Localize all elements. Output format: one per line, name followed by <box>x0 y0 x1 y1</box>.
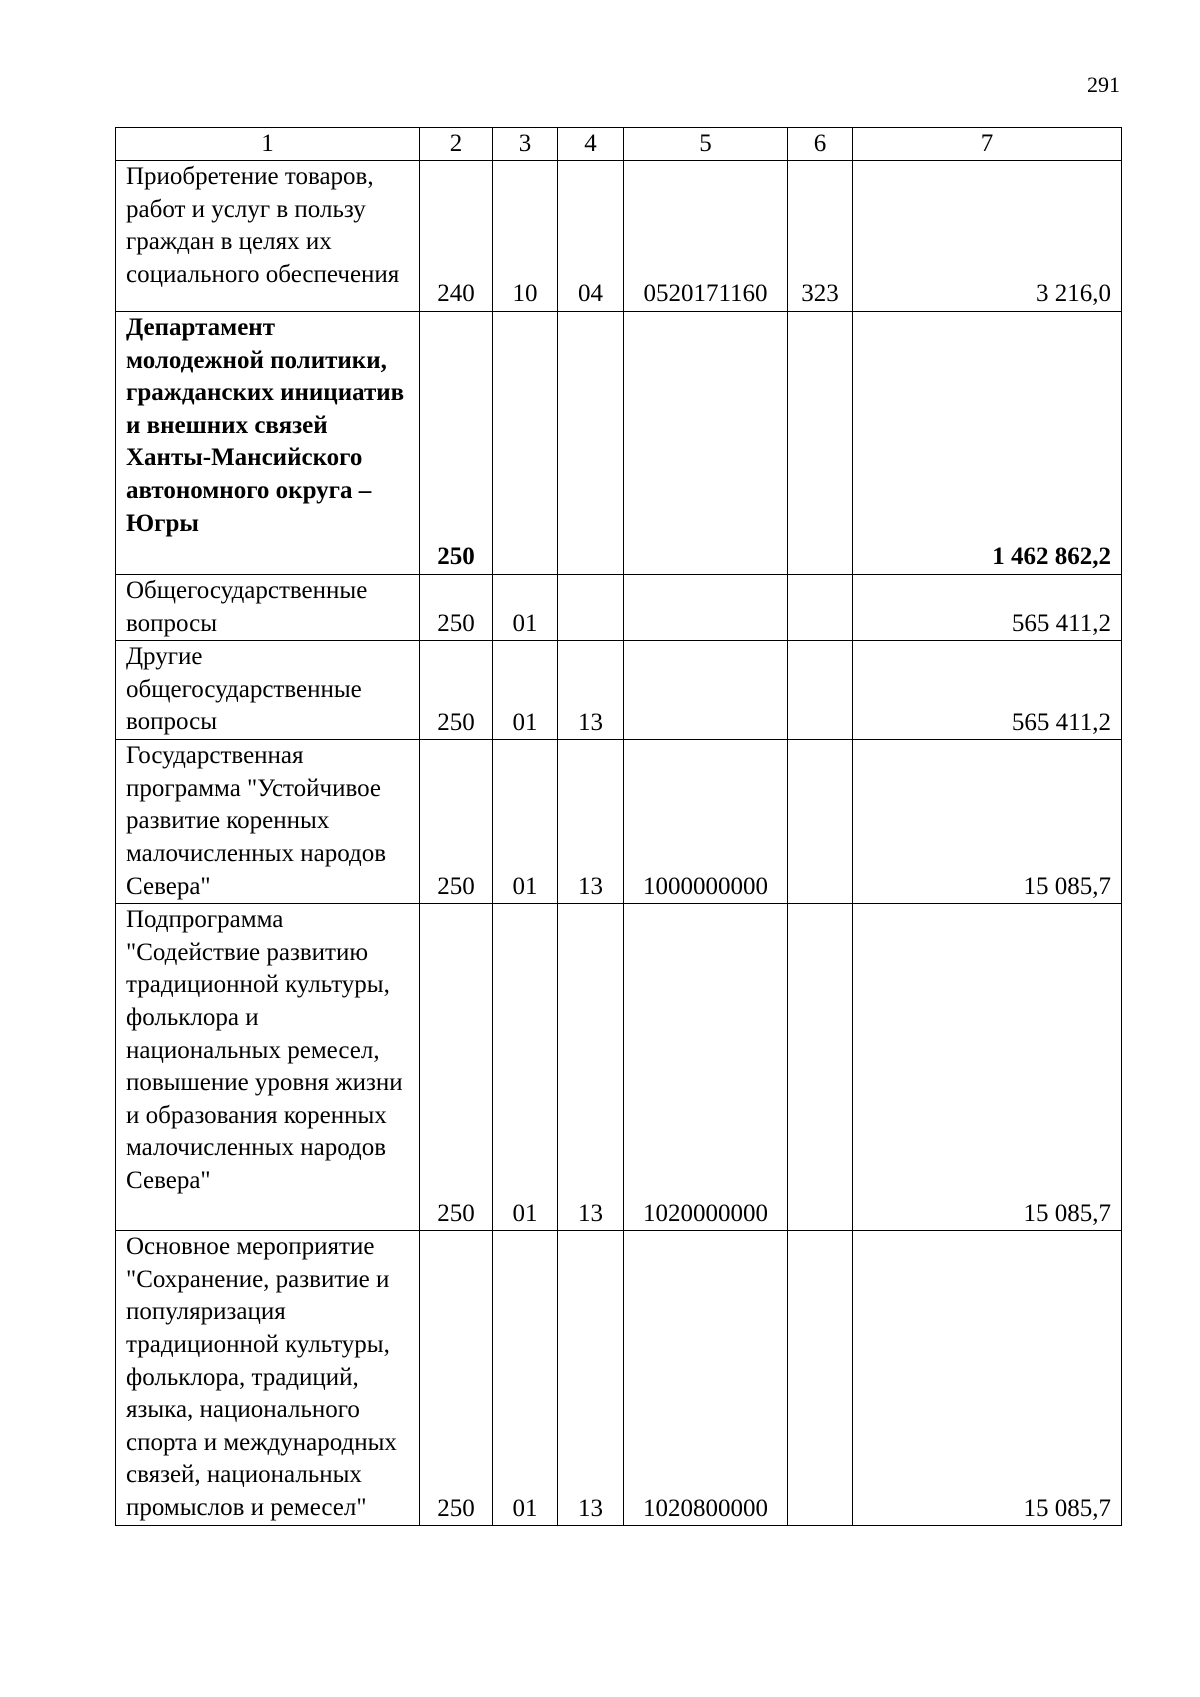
row-name: Другие общегосударственные вопросы <box>116 641 420 740</box>
header-cell: 2 <box>420 128 493 161</box>
row-code-3: 01 <box>493 641 558 740</box>
row-code-6 <box>788 740 853 904</box>
row-code-4: 13 <box>558 740 624 904</box>
row-code-5: 1020000000 <box>624 904 788 1231</box>
row-amount: 15 085,7 <box>853 1231 1122 1526</box>
row-amount: 3 216,0 <box>853 161 1122 312</box>
row-name: Основное мероприятие "Сохранение, развитие и популяризация традиционной культуры, фольклора, традиций, языка, национального спорта и международных связей, национальных промыслов и ремесел" <box>116 1231 420 1526</box>
row-code-5 <box>624 575 788 641</box>
row-code-2: 250 <box>420 312 493 575</box>
row-code-2: 240 <box>420 161 493 312</box>
row-code-3: 01 <box>493 904 558 1231</box>
row-name: Подпрограмма "Содействие развитию традиционной культуры, фольклора и национальных ремесел, повышение уровня жизни и образования коренных малочисленных народов Севера" <box>116 904 420 1231</box>
row-code-4 <box>558 312 624 575</box>
row-code-6 <box>788 1231 853 1526</box>
row-amount: 565 411,2 <box>853 575 1122 641</box>
header-cell: 7 <box>853 128 1122 161</box>
page-number: 291 <box>1087 72 1120 97</box>
row-name: Государственная программа "Устойчивое развитие коренных малочисленных народов Севера" <box>116 740 420 904</box>
row-code-6 <box>788 904 853 1231</box>
row-code-3: 10 <box>493 161 558 312</box>
table-row <box>116 312 1122 575</box>
row-code-4 <box>558 575 624 641</box>
row-code-2: 250 <box>420 904 493 1231</box>
table-row <box>116 1231 1122 1526</box>
row-amount: 15 085,7 <box>853 740 1122 904</box>
header-cell: 1 <box>116 128 420 161</box>
row-code-5: 1000000000 <box>624 740 788 904</box>
row-amount: 1 462 862,2 <box>853 312 1122 575</box>
row-code-5: 1020800000 <box>624 1231 788 1526</box>
table-row <box>116 641 1122 740</box>
row-code-4: 04 <box>558 161 624 312</box>
row-code-2: 250 <box>420 740 493 904</box>
header-cell: 6 <box>788 128 853 161</box>
row-code-6: 323 <box>788 161 853 312</box>
row-code-3 <box>493 312 558 575</box>
row-code-3: 01 <box>493 740 558 904</box>
row-name: Приобретение товаров, работ и услуг в пользу граждан в целях их социального обеспечения <box>116 161 420 312</box>
header-cell: 3 <box>493 128 558 161</box>
row-code-5 <box>624 312 788 575</box>
row-code-5: 0520171160 <box>624 161 788 312</box>
table-row <box>116 740 1122 904</box>
row-code-3: 01 <box>493 1231 558 1526</box>
row-code-5 <box>624 641 788 740</box>
row-code-4: 13 <box>558 641 624 740</box>
table-row <box>116 904 1122 1231</box>
row-code-4: 13 <box>558 1231 624 1526</box>
row-code-2: 250 <box>420 575 493 641</box>
row-code-6 <box>788 575 853 641</box>
table-header-row <box>116 128 1122 161</box>
header-cell: 4 <box>558 128 624 161</box>
row-code-6 <box>788 641 853 740</box>
header-cell: 5 <box>624 128 788 161</box>
row-amount: 565 411,2 <box>853 641 1122 740</box>
row-code-4: 13 <box>558 904 624 1231</box>
row-amount: 15 085,7 <box>853 904 1122 1231</box>
table-row <box>116 161 1122 312</box>
row-code-2: 250 <box>420 1231 493 1526</box>
table-row <box>116 575 1122 641</box>
row-name: Департамент молодежной политики, гражданских инициатив и внешних связей Ханты-Мансийского автономного округа – Югры <box>116 312 420 575</box>
row-name: Общегосударственные вопросы <box>116 575 420 641</box>
row-code-2: 250 <box>420 641 493 740</box>
row-code-6 <box>788 312 853 575</box>
budget-table <box>115 127 1122 1526</box>
row-code-3: 01 <box>493 575 558 641</box>
